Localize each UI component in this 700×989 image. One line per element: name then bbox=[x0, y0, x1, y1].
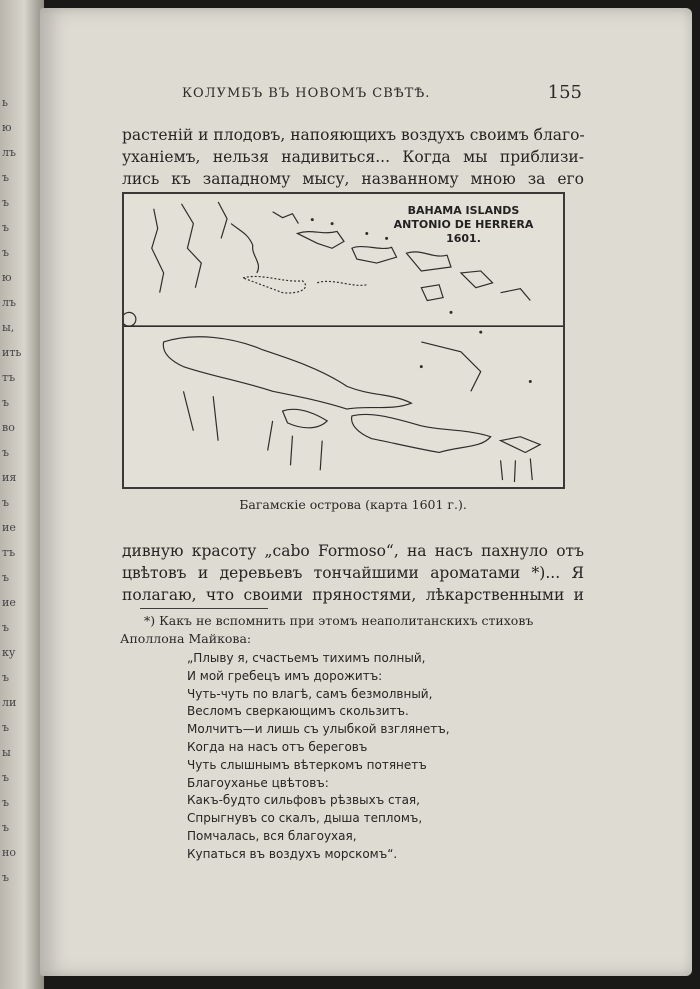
left-page-fragment: ы, bbox=[2, 321, 15, 334]
left-page-fragment: ие bbox=[2, 596, 16, 609]
left-page-fragment: ъ bbox=[2, 446, 9, 459]
text-line: полагаю, что своими пряностями, лѣкарственными и bbox=[122, 586, 584, 604]
footnote-poem bbox=[187, 650, 507, 864]
left-page-fragment: ъ bbox=[2, 496, 9, 509]
poem-line: Молчитъ—и лишь съ улыбкой взглянетъ, bbox=[187, 722, 450, 737]
left-page-fragment: ие bbox=[2, 521, 16, 534]
left-page-fragment: ъ bbox=[2, 621, 9, 634]
text-line: дивную красоту „cabo Formoso“, на насъ пахнуло отъ bbox=[122, 542, 584, 560]
footnote bbox=[120, 612, 585, 648]
text-line: лись къ западному мысу, названному мною за его bbox=[122, 170, 584, 188]
left-page-fragment: ъ bbox=[2, 671, 9, 684]
left-page-text-fragments bbox=[2, 90, 42, 910]
poem-line: Купаться въ воздухъ морскомъ“. bbox=[187, 846, 398, 861]
footnote-line: Аполлона Майкова: bbox=[120, 631, 252, 646]
footnote-line: *) Какъ не вспомнить при этомъ неаполитанскихъ стиховъ bbox=[144, 613, 534, 628]
text-line: цвѣтовъ и деревьевъ тончайшими ароматами *)... Я bbox=[122, 564, 584, 582]
left-page-fragment: ъ bbox=[2, 721, 9, 734]
left-page-fragment: ю bbox=[2, 271, 12, 284]
map-caption: Багамскiе острова (карта 1601 г.). bbox=[239, 497, 467, 512]
map-title bbox=[376, 204, 551, 246]
left-page-fragment: ь bbox=[2, 96, 8, 109]
left-page-fragment: ъ bbox=[2, 796, 9, 809]
poem-line: И мой гребецъ имъ дорожитъ: bbox=[187, 668, 383, 683]
left-page-fragment: ъ bbox=[2, 571, 9, 584]
left-page-fragment: тъ bbox=[2, 371, 16, 384]
page-header bbox=[182, 82, 582, 108]
left-page-fragment: но bbox=[2, 846, 16, 859]
bahama-islands-map bbox=[122, 192, 565, 489]
poem-line: Помчалась, вся благоухая, bbox=[187, 828, 357, 843]
left-page-fragment: ю bbox=[2, 121, 12, 134]
left-page-fragment: ия bbox=[2, 471, 17, 484]
poem-line: Какъ-будто сильфовъ рѣзвыхъ стая, bbox=[187, 793, 420, 808]
map-title-line: BAHAMA ISLANDS bbox=[407, 204, 520, 217]
page-number: 155 bbox=[547, 82, 582, 103]
paragraph-1 bbox=[122, 124, 584, 190]
left-page-fragment: лъ bbox=[2, 146, 16, 159]
left-page-fragment: ли bbox=[2, 696, 17, 709]
poem-line: Весломъ сверкающимъ скользитъ. bbox=[187, 704, 409, 719]
poem-line: Чуть-чуть по влагѣ, самъ безмолвный, bbox=[187, 686, 433, 701]
poem-line: „Плыву я, счастьемъ тихимъ полный, bbox=[187, 651, 426, 665]
left-page-fragment: ы bbox=[2, 746, 11, 759]
map-title-line: 1601. bbox=[446, 232, 481, 245]
left-page-fragment: ъ bbox=[2, 821, 9, 834]
left-page-fragment: лъ bbox=[2, 296, 16, 309]
left-page-fragment: ить bbox=[2, 346, 22, 359]
left-page-fragment: во bbox=[2, 421, 15, 434]
poem-line: Спрыгнувъ со скалъ, дыша тепломъ, bbox=[187, 811, 423, 826]
text-line: уханiемъ, нельзя надивиться... Когда мы приблизи- bbox=[122, 148, 584, 166]
left-page-fragment: ъ bbox=[2, 221, 9, 234]
left-page-fragment: ъ bbox=[2, 246, 9, 259]
left-page-fragment: ъ bbox=[2, 171, 9, 184]
left-page-fragment: ъ bbox=[2, 396, 9, 409]
left-page-fragment: ъ bbox=[2, 771, 9, 784]
poem-line: Благоуханье цвѣтовъ: bbox=[187, 775, 329, 790]
left-page-fragment: тъ bbox=[2, 546, 16, 559]
poem-line: Когда на насъ отъ береговъ bbox=[187, 739, 368, 754]
running-title: КОЛУМБЪ ВЪ НОВОМЪ СВѢТѢ. bbox=[182, 86, 431, 101]
left-page-edge bbox=[0, 0, 44, 989]
footnote-divider bbox=[140, 608, 268, 609]
map-title-line: ANTONIO DE HERRERA bbox=[393, 218, 534, 231]
poem-line: Чуть слышнымъ вѣтеркомъ потянетъ bbox=[187, 757, 427, 772]
left-page-fragment: ъ bbox=[2, 871, 9, 884]
left-page-fragment: ку bbox=[2, 646, 16, 659]
paragraph-2 bbox=[122, 540, 584, 606]
left-page-fragment: ъ bbox=[2, 196, 9, 209]
text-line: растенiй и плодовъ, напояющихъ воздухъ своимъ благо- bbox=[122, 126, 585, 144]
